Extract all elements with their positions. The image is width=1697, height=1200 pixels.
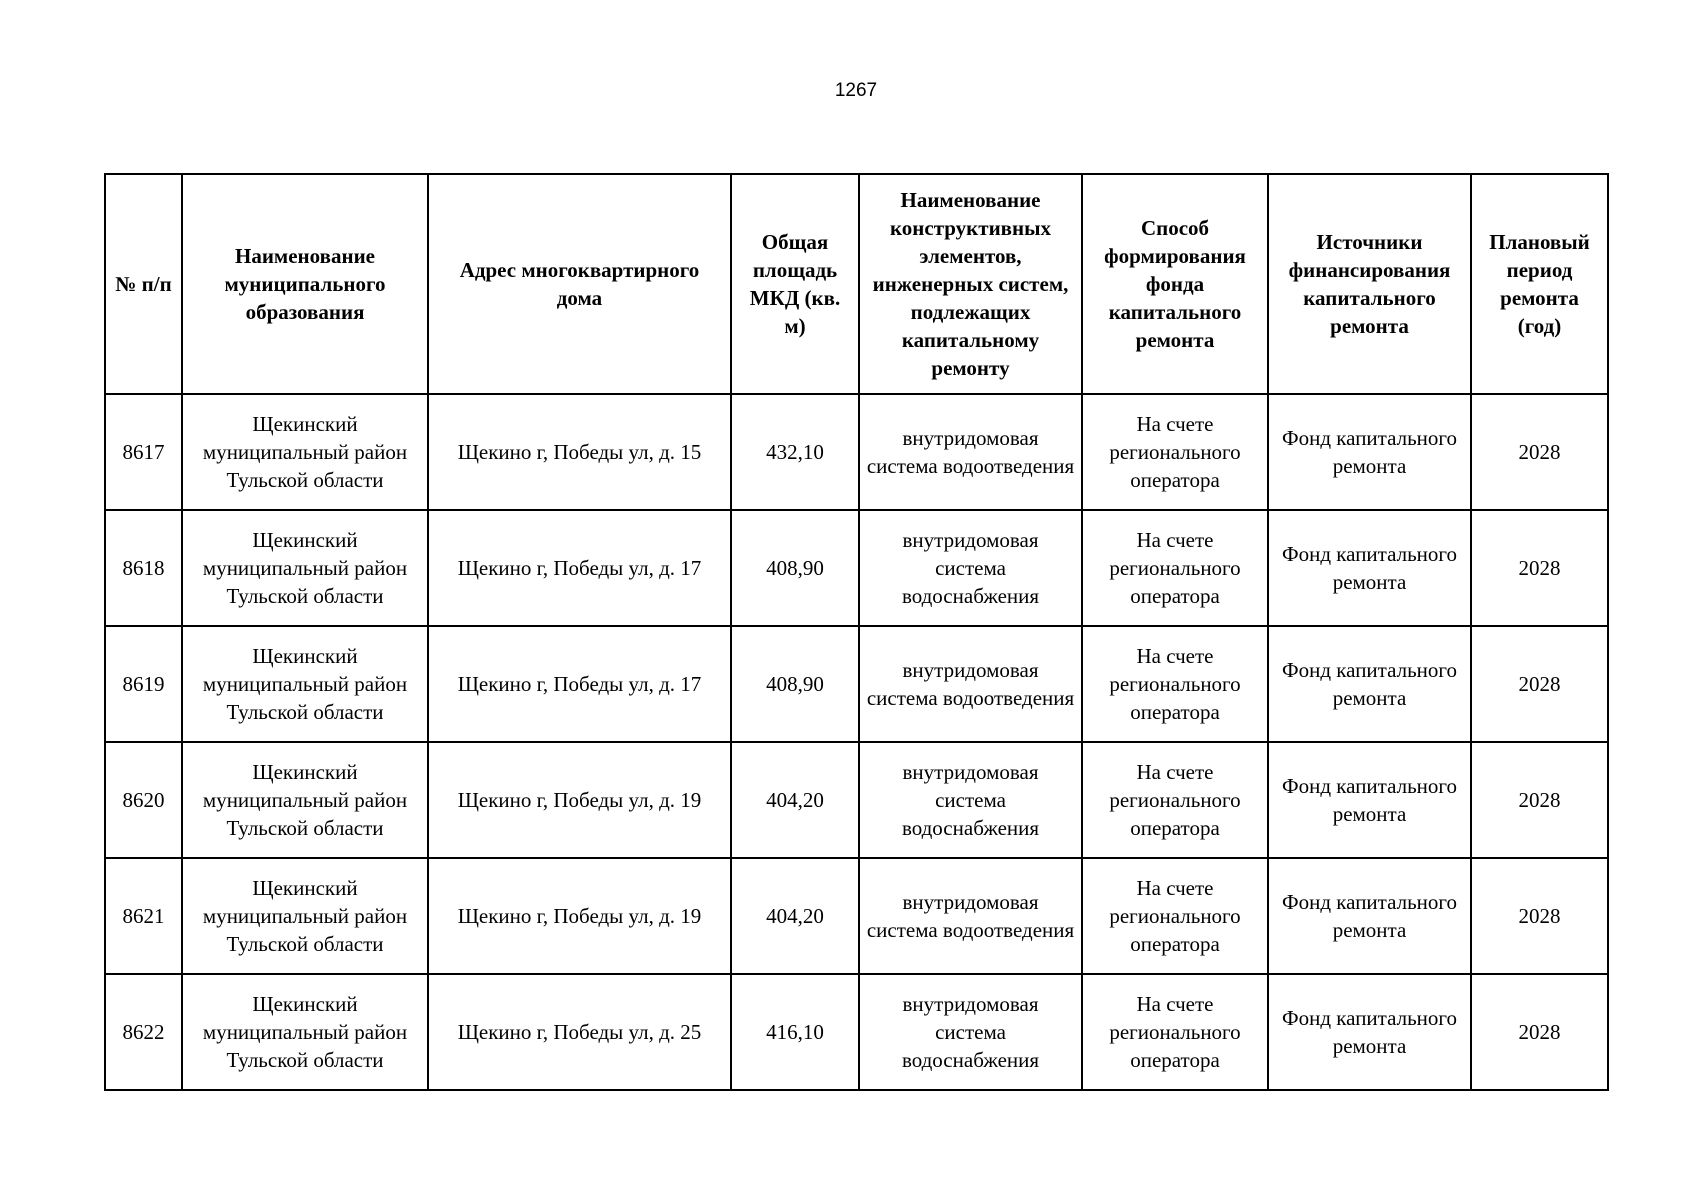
cell-elements: внутридомовая система водоотведения	[859, 626, 1082, 742]
cell-financing: Фонд капитального ремонта	[1268, 394, 1471, 510]
cell-period: 2028	[1471, 626, 1608, 742]
cell-number: 8618	[105, 510, 182, 626]
table-row	[105, 742, 1608, 858]
header-elements: Наименование конструктивных элементов, инженерных систем, подлежащих капитальному ремонту	[859, 174, 1082, 394]
header-address: Адрес многоквартирного дома	[428, 174, 731, 394]
cell-period: 2028	[1471, 858, 1608, 974]
cell-area: 404,20	[731, 858, 859, 974]
cell-number: 8622	[105, 974, 182, 1090]
header-row	[105, 174, 1608, 394]
cell-address: Щекино г, Победы ул, д. 19	[428, 858, 731, 974]
cell-number: 8620	[105, 742, 182, 858]
cell-area: 416,10	[731, 974, 859, 1090]
cell-municipality: Щекинский муниципальный район Тульской области	[182, 974, 428, 1090]
table-row	[105, 626, 1608, 742]
page-number: 1267	[834, 80, 878, 101]
cell-fund-method: На счете регионального оператора	[1082, 742, 1268, 858]
cell-elements: внутридомовая система водоотведения	[859, 858, 1082, 974]
table-header	[105, 174, 1608, 394]
cell-area: 432,10	[731, 394, 859, 510]
cell-period: 2028	[1471, 742, 1608, 858]
header-municipality: Наименование муниципального образования	[182, 174, 428, 394]
cell-fund-method: На счете регионального оператора	[1082, 510, 1268, 626]
table-row	[105, 858, 1608, 974]
header-number: № п/п	[105, 174, 182, 394]
cell-address: Щекино г, Победы ул, д. 25	[428, 974, 731, 1090]
cell-number: 8621	[105, 858, 182, 974]
cell-period: 2028	[1471, 974, 1608, 1090]
cell-address: Щекино г, Победы ул, д. 15	[428, 394, 731, 510]
cell-area: 408,90	[731, 510, 859, 626]
cell-financing: Фонд капитального ремонта	[1268, 858, 1471, 974]
header-financing: Источники финансирования капитального ремонта	[1268, 174, 1471, 394]
table-body	[105, 394, 1608, 1090]
cell-municipality: Щекинский муниципальный район Тульской области	[182, 742, 428, 858]
table-row	[105, 394, 1608, 510]
cell-period: 2028	[1471, 510, 1608, 626]
header-area: Общая площадь МКД (кв. м)	[731, 174, 859, 394]
cell-municipality: Щекинский муниципальный район Тульской области	[182, 510, 428, 626]
cell-elements: внутридомовая система водоотведения	[859, 394, 1082, 510]
cell-financing: Фонд капитального ремонта	[1268, 974, 1471, 1090]
cell-fund-method: На счете регионального оператора	[1082, 974, 1268, 1090]
cell-period: 2028	[1471, 394, 1608, 510]
table-row	[105, 510, 1608, 626]
cell-elements: внутридомовая система водоснабжения	[859, 742, 1082, 858]
cell-number: 8619	[105, 626, 182, 742]
cell-fund-method: На счете регионального оператора	[1082, 858, 1268, 974]
cell-area: 408,90	[731, 626, 859, 742]
header-period: Плановый период ремонта (год)	[1471, 174, 1608, 394]
cell-address: Щекино г, Победы ул, д. 17	[428, 626, 731, 742]
cell-financing: Фонд капитального ремонта	[1268, 626, 1471, 742]
cell-financing: Фонд капитального ремонта	[1268, 742, 1471, 858]
capital-repair-table	[104, 173, 1609, 1091]
cell-area: 404,20	[731, 742, 859, 858]
cell-fund-method: На счете регионального оператора	[1082, 394, 1268, 510]
cell-elements: внутридомовая система водоснабжения	[859, 974, 1082, 1090]
cell-elements: внутридомовая система водоснабжения	[859, 510, 1082, 626]
cell-fund-method: На счете регионального оператора	[1082, 626, 1268, 742]
cell-financing: Фонд капитального ремонта	[1268, 510, 1471, 626]
cell-municipality: Щекинский муниципальный район Тульской области	[182, 858, 428, 974]
header-fund-method: Способ формирования фонда капитального ремонта	[1082, 174, 1268, 394]
cell-municipality: Щекинский муниципальный район Тульской области	[182, 394, 428, 510]
cell-municipality: Щекинский муниципальный район Тульской области	[182, 626, 428, 742]
cell-address: Щекино г, Победы ул, д. 17	[428, 510, 731, 626]
table-row	[105, 974, 1608, 1090]
cell-address: Щекино г, Победы ул, д. 19	[428, 742, 731, 858]
cell-number: 8617	[105, 394, 182, 510]
